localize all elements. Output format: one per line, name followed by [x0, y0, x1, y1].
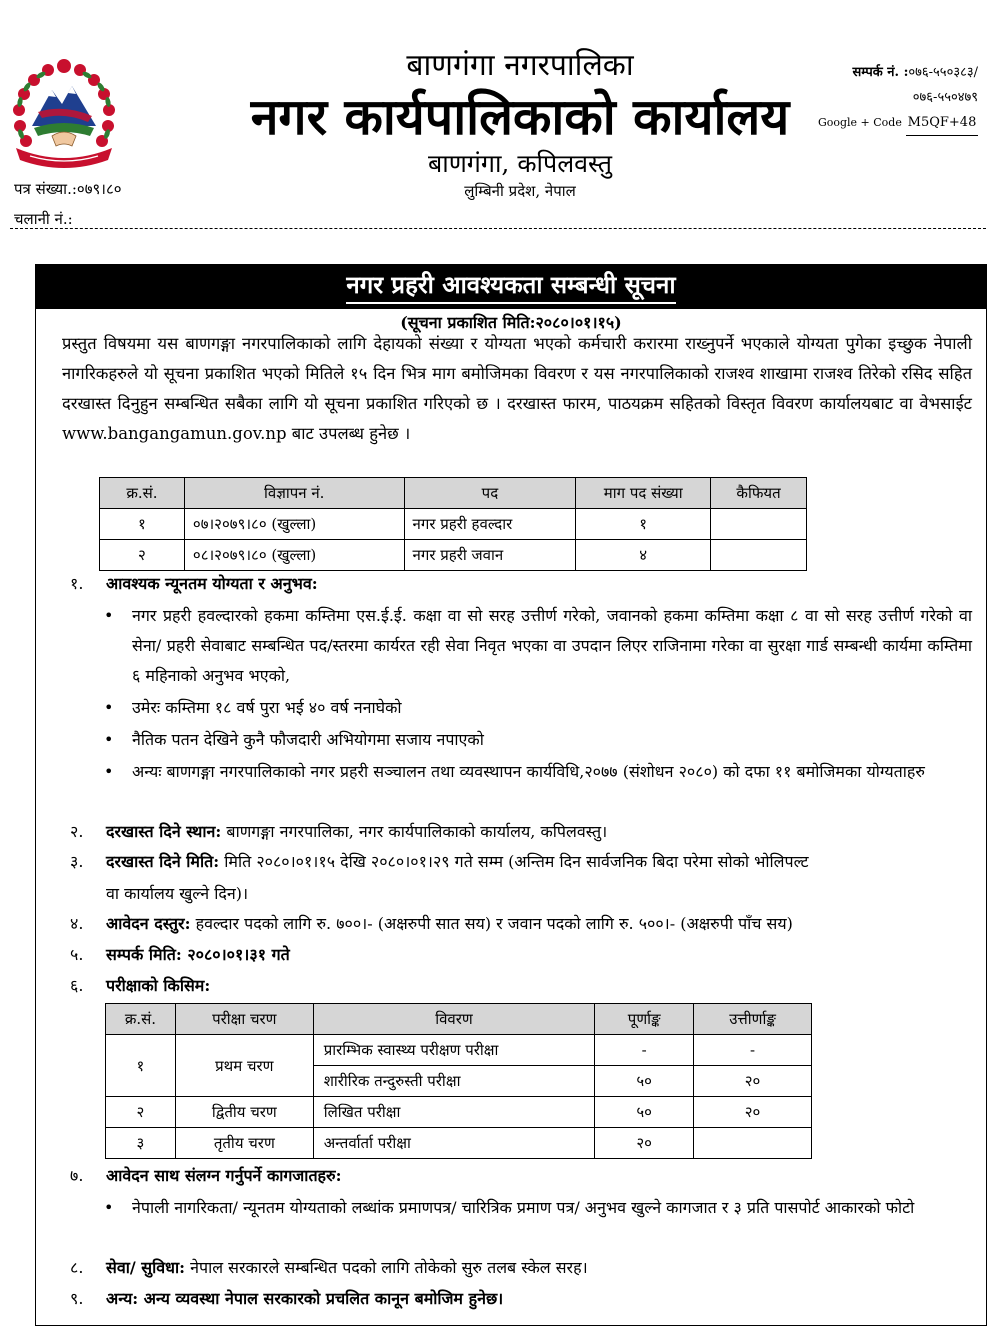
notice-title: नगर प्रहरी आवश्यकता सम्बन्धी सूचना	[346, 268, 675, 304]
table-cell: -	[595, 1035, 694, 1066]
section-6-heading	[70, 971, 210, 1001]
section-5	[70, 940, 290, 970]
list-item: • नगर प्रहरी हवल्दारको हकमा कम्तिमा एस.ई.ई. कक्षा वा सो सरह उत्तीर्ण गरेको, जवानको हकमा कम्तिमा कक्षा ८ वा सो सरह उत्तीर्ण गरेको वा सेना/ प्रहरी सेवाबाट सम्बन्धित पद/स्तरमा कार्यरत रही सेवा निवृत भएका वा उपदान लिएर राजिनामा गरेका वा सुरक्षा गार्ड सम्बन्धी कार्यमा कम्तिमा ६ महिनाको अनुभव भएको,	[102, 601, 972, 691]
section-number: ३.	[70, 852, 84, 871]
section-label: आवेदन दस्तुर:	[106, 914, 191, 933]
section-1-heading	[70, 569, 318, 599]
notice-intro: प्रस्तुत विषयमा यस बाणगङ्गा नगरपालिकाको लागि देहायको संख्या र योग्यता भएको कर्मचारी करारमा राख्नुपर्ने भएकाले योग्यता पुगेका इच्छुक नेपाली नागरिकहरुले यो सूचना प्रकाशित भएको मितिले १५ दिन भित्र माग बमोजिमका विवरण र यस नगरपालिकाको राजश्व शाखामा राजश्व तिरेको रसिद सहित दरखास्त दिनुहुन सम्बन्धित सबैका लागि यो सूचना प्रकाशित गरिएको छ । दरखास्त फारम, पाठयक्रम सहितको विस्तृत विवरण कार्यालयबाट वा वेभसाईट www.bangangamun.gov.np बाट उपलब्ध हुनेछ ।	[62, 334, 972, 443]
section-number: ९.	[70, 1289, 84, 1308]
section-label: सम्पर्क मिति:	[106, 945, 182, 964]
section-number: ८.	[70, 1258, 84, 1277]
table-header-row	[106, 1004, 812, 1035]
table-cell: ५०	[595, 1066, 694, 1097]
section-3-continued: वा कार्यालय खुल्ने दिन)।	[106, 884, 249, 903]
section-text: अन्य व्यवस्था नेपाल सरकारको प्रचलित कानून बमोजिम हुनेछ।	[138, 1289, 504, 1308]
table-header-cell: पूर्णाङ्क	[595, 1004, 694, 1035]
table-cell: २	[106, 1097, 176, 1128]
table-cell: ०८।२०७९।८० (खुल्ला)	[184, 540, 404, 571]
dispatch-number: चलानी नं.:	[14, 210, 73, 228]
table-header-cell: परीक्षा चरण	[175, 1004, 313, 1035]
section-text: २०८०।०१।३१ गते	[181, 945, 290, 964]
table-cell: ५०	[595, 1097, 694, 1128]
list-item: • नेपाली नागरिकता/ न्यूनतम योग्यताको लब्धांक प्रमाणपत्र/ चारित्रिक प्रमाण पत्र/ अनुभव खुल्ने कागजात र ३ प्रति पासपोर्ट आकारको फोटो	[102, 1193, 972, 1223]
table-cell: अन्तर्वार्ता परीक्षा	[313, 1128, 595, 1159]
section-4	[70, 909, 793, 939]
section-text: मिति २०८०।०१।१५ देखि २०८०।०१।२९ गते सम्म (अन्तिम दिन सार्वजनिक बिदा परेमा सोको भोलिपल्ट	[219, 852, 809, 871]
list-item: • उमेरः कम्तिमा १८ वर्ष पुरा भई ४० वर्ष ननाघेको	[102, 693, 972, 723]
table-cell: १	[576, 509, 711, 540]
section-number: ६.	[70, 976, 84, 995]
table-header-cell: कैफियत	[711, 478, 807, 509]
table-cell: ३	[106, 1128, 176, 1159]
section-text: बाणगङ्गा नगरपालिका, नगर कार्यपालिकाको कार्यालय, कपिलवस्तु।	[221, 822, 608, 841]
contact-phone-1: ०७६-५५०३८३/	[908, 65, 978, 80]
table-header-row	[100, 478, 807, 509]
table-cell: शारीरिक तन्दुरुस्ती परीक्षा	[313, 1066, 595, 1097]
province-name: लुम्बिनी प्रदेश, नेपाल	[464, 182, 576, 200]
section-number: ७.	[70, 1166, 84, 1185]
table-cell	[694, 1128, 812, 1159]
section-label: दरखास्त दिने स्थान:	[106, 822, 222, 841]
section-number: ४.	[70, 914, 84, 933]
table-cell: १	[100, 509, 185, 540]
section-7-heading	[70, 1161, 342, 1191]
section-8	[70, 1253, 588, 1283]
table-header-cell: पद	[404, 478, 576, 509]
google-code-value: M5QF+48	[906, 110, 978, 136]
table-header-cell: माग पद संख्या	[576, 478, 711, 509]
reference-number: पत्र संख्या.:०७९।८०	[14, 180, 122, 198]
section-label: अन्य:	[106, 1289, 139, 1308]
table-cell: प्रारम्भिक स्वास्थ्य परीक्षण परीक्षा	[313, 1035, 595, 1066]
table-row	[100, 509, 807, 540]
section-2	[70, 817, 607, 847]
table-cell: -	[694, 1035, 812, 1066]
table-header-cell: क्र.सं.	[100, 478, 185, 509]
notice-box	[35, 264, 987, 1326]
table-cell: नगर प्रहरी जवान	[404, 540, 576, 571]
table-cell	[711, 509, 807, 540]
section-number: २.	[70, 822, 84, 841]
table-header-cell: उत्तीर्णाङ्क	[694, 1004, 812, 1035]
table-cell: २	[100, 540, 185, 571]
table-cell: द्वितीय चरण	[175, 1097, 313, 1128]
contact-label: सम्पर्क नं. :	[852, 65, 909, 80]
table-header-cell: क्र.सं.	[106, 1004, 176, 1035]
section-number: ५.	[70, 945, 84, 964]
google-code-label: Google + Code	[817, 116, 902, 129]
published-date: (सूचना प्रकाशित मिति:२०८०।०१।१५)	[400, 313, 622, 332]
table-header-cell: विवरण	[313, 1004, 595, 1035]
table-cell: २०	[694, 1066, 812, 1097]
table-header-cell: विज्ञापन नं.	[184, 478, 404, 509]
table-cell: ४	[576, 540, 711, 571]
table-cell: २०	[595, 1128, 694, 1159]
vacancy-table	[99, 477, 807, 571]
table-cell: नगर प्रहरी हवल्दार	[404, 509, 576, 540]
list-item: • नैतिक पतन देखिने कुनै फौजदारी अभियोगमा सजाय नपाएको	[102, 725, 972, 755]
section-text: हवल्दार पदको लागि रु. ७००।- (अक्षरुपी सात सय) र जवान पदको लागि रु. ५००।- (अक्षरुपी पाँच सय)	[190, 914, 793, 933]
table-cell: लिखित परीक्षा	[313, 1097, 595, 1128]
exam-table	[105, 1003, 812, 1159]
section-label: सेवा/ सुविधा:	[106, 1258, 186, 1277]
section-text: नेपाल सरकारले सम्बन्धित पदको लागि तोकेको सुरु तलब स्केल सरह।	[185, 1258, 588, 1277]
table-row	[106, 1035, 812, 1066]
section-title: आवश्यक न्यूनतम योग्यता र अनुभव:	[106, 574, 318, 593]
section-label: दरखास्त दिने मिति:	[106, 852, 220, 871]
notice-title-bar	[36, 265, 986, 309]
table-cell: तृतीय चरण	[175, 1128, 313, 1159]
contact-block	[778, 60, 978, 136]
header-divider	[10, 228, 986, 229]
section-title: परीक्षाको किसिम:	[106, 976, 211, 995]
table-row	[106, 1097, 812, 1128]
table-cell: प्रथम चरण	[175, 1035, 313, 1097]
table-cell: ०७।२०७९।८० (खुल्ला)	[184, 509, 404, 540]
section-3	[70, 847, 809, 877]
table-cell: १	[106, 1035, 176, 1097]
table-cell: २०	[694, 1097, 812, 1128]
municipality-name: बाणगंगा नगरपालिका	[406, 48, 634, 83]
list-item: • अन्यः बाणगङ्गा नगरपालिकाको नगर प्रहरी सञ्चालन तथा व्यवस्थापन कार्यविधि,२०७७ (संशोधन २०८०) को दफा ११ बमोजिमका योग्यताहरु	[102, 757, 972, 787]
section-number: १.	[70, 574, 84, 593]
office-name: नगर कार्यपालिकाको कार्यालय	[250, 87, 790, 146]
section-title: आवेदन साथ संलग्न गर्नुपर्ने कागजातहरु:	[106, 1166, 342, 1185]
contact-phone-2: ०७६-५५०४७९	[912, 90, 978, 105]
table-row	[100, 540, 807, 571]
table-row	[106, 1128, 812, 1159]
table-cell	[711, 540, 807, 571]
office-location: बाणगंगा, कपिलवस्तु	[427, 149, 613, 178]
section-9	[70, 1284, 503, 1314]
